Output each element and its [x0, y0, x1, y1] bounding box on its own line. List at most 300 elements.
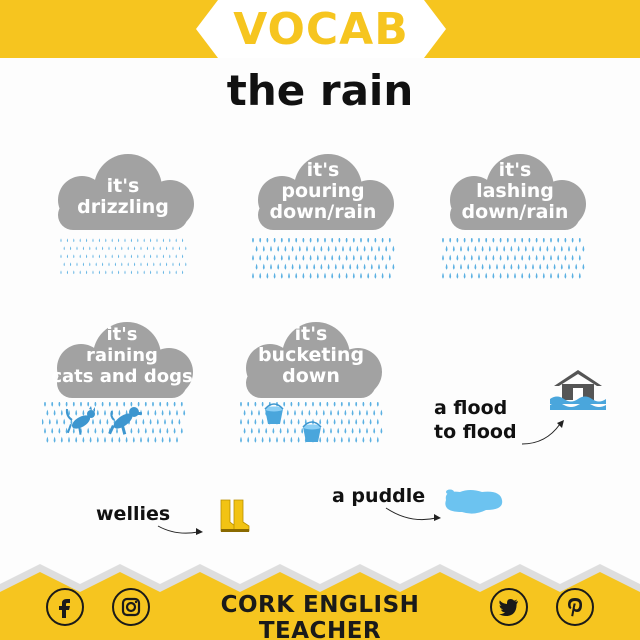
raindrop — [99, 270, 100, 274]
wellies-icon — [216, 498, 252, 534]
raindrop — [147, 410, 149, 416]
raindrop — [288, 273, 290, 279]
raindrop — [360, 238, 362, 243]
raindrop — [561, 246, 563, 252]
raindrop — [61, 410, 63, 416]
raindrop — [299, 246, 301, 252]
raindrop — [324, 238, 326, 243]
raindrop — [108, 246, 109, 250]
raindrop — [281, 238, 283, 243]
raindrop — [54, 410, 56, 416]
raindrop — [105, 270, 106, 274]
raindrop — [256, 264, 258, 270]
raindrop — [169, 437, 171, 443]
raindrop — [164, 419, 166, 425]
raindrop — [335, 246, 337, 252]
raindrop — [267, 255, 269, 261]
raindrop — [44, 402, 46, 407]
raindrop — [285, 264, 287, 270]
instagram-icon — [114, 590, 148, 624]
raindrop — [583, 246, 585, 252]
raindrop — [377, 437, 379, 443]
cloud-label-line2: lashing — [476, 180, 554, 202]
raindrop — [485, 238, 487, 243]
flood-verb: to flood — [434, 421, 517, 443]
raindrop — [140, 262, 141, 266]
raindrop — [385, 246, 387, 252]
facebook-icon — [48, 590, 82, 624]
raindrop — [348, 402, 350, 407]
raindrop — [83, 262, 84, 266]
raindrop — [259, 255, 261, 261]
raindrop — [156, 238, 157, 242]
raindrop — [366, 428, 368, 434]
raindrop — [557, 238, 559, 243]
raindrop — [393, 246, 395, 252]
raindrop — [167, 402, 169, 407]
raindrop — [313, 246, 315, 252]
raindrop — [457, 273, 459, 279]
raindrop — [511, 246, 513, 252]
raindrop — [482, 246, 484, 252]
raindrop — [42, 419, 44, 425]
raindrop — [179, 262, 180, 266]
raindrop — [166, 262, 167, 266]
raindrop — [453, 264, 455, 270]
raindrop — [51, 428, 53, 434]
raindrop — [131, 238, 132, 242]
raindrop — [579, 273, 581, 279]
raindrop — [140, 437, 142, 443]
raindrop — [321, 246, 323, 252]
puddle-label: a puddle — [332, 485, 426, 507]
raindrop — [359, 428, 361, 434]
raindrop — [310, 238, 312, 243]
raindrop — [80, 254, 81, 258]
raindrop — [102, 262, 103, 266]
raindrop — [353, 273, 355, 279]
raindrop — [575, 246, 577, 252]
raindrop — [568, 264, 570, 270]
raindrop — [118, 270, 119, 274]
raindrop — [70, 246, 71, 250]
raindrop — [521, 255, 523, 261]
raindrop — [352, 410, 354, 416]
raindrop — [155, 437, 157, 443]
raindrop — [267, 238, 269, 243]
flood-noun: a flood — [434, 397, 508, 419]
raindrop — [269, 437, 271, 443]
raindrop — [514, 255, 516, 261]
raindrop — [446, 246, 448, 252]
wellies-label: wellies — [96, 503, 171, 525]
raindrop — [99, 419, 101, 425]
raindrop — [514, 238, 516, 243]
raindrop — [500, 238, 502, 243]
raindrop — [301, 410, 303, 416]
raindrop — [360, 255, 362, 261]
raindrop — [464, 238, 466, 243]
raindrop — [59, 402, 61, 407]
raindrop — [176, 254, 177, 258]
raindrop — [337, 428, 339, 434]
raindrop — [507, 273, 509, 279]
raindrop — [102, 246, 103, 250]
raindrop — [303, 238, 305, 243]
raindrop — [119, 437, 121, 443]
raindrop — [99, 238, 100, 242]
raindrop — [185, 246, 186, 250]
raindrop — [291, 419, 293, 425]
raindrop — [124, 238, 125, 242]
raindrop — [60, 270, 61, 274]
raindrop — [489, 264, 491, 270]
raindrop — [174, 402, 176, 407]
raindrop — [47, 437, 49, 443]
raindrop — [281, 273, 283, 279]
raindrop — [295, 238, 297, 243]
bucket-icon — [262, 402, 286, 426]
raindrop — [373, 410, 375, 416]
raindrop — [144, 270, 145, 274]
raindrop — [381, 410, 383, 416]
raindrop — [568, 246, 570, 252]
raindrop — [341, 419, 343, 425]
raindrop — [251, 410, 253, 416]
raindrop — [169, 270, 170, 274]
raindrop — [303, 273, 305, 279]
raindrop — [64, 246, 65, 250]
raindrop — [377, 419, 379, 425]
raindrop — [367, 238, 369, 243]
raindrop — [529, 238, 531, 243]
raindrop — [313, 264, 315, 270]
raindrop — [529, 273, 531, 279]
raindrop — [507, 255, 509, 261]
raindrop — [49, 419, 51, 425]
raindrop — [60, 254, 61, 258]
cloud-raining — [44, 320, 200, 400]
raindrop — [73, 254, 74, 258]
raindrop — [68, 437, 70, 443]
raindrop — [485, 255, 487, 261]
raindrop — [259, 238, 261, 243]
raindrop — [385, 264, 387, 270]
raindrop — [287, 410, 289, 416]
raindrop — [128, 262, 129, 266]
raindrop — [565, 238, 567, 243]
raindrop — [489, 246, 491, 252]
raindrop — [96, 246, 97, 250]
raindrop — [153, 262, 154, 266]
raindrop — [306, 264, 308, 270]
raindrop — [449, 255, 451, 261]
raindrop — [144, 238, 145, 242]
raindrop — [111, 437, 113, 443]
cloud-pouring — [248, 152, 398, 232]
raindrop — [176, 437, 178, 443]
raindrop — [258, 410, 260, 416]
raindrop — [112, 238, 113, 242]
raindrop — [134, 262, 135, 266]
page-title: the rain — [226, 66, 414, 115]
banner-title: VOCAB — [233, 4, 409, 55]
raindrop — [371, 246, 373, 252]
raindrop — [80, 238, 81, 242]
raindrop — [355, 402, 357, 407]
raindrop — [267, 273, 269, 279]
raindrop — [309, 410, 311, 416]
raindrop — [258, 428, 260, 434]
raindrop — [150, 238, 151, 242]
raindrop — [503, 264, 505, 270]
raindrop — [330, 428, 332, 434]
raindrop — [172, 262, 173, 266]
raindrop — [92, 254, 93, 258]
raindrop — [321, 264, 323, 270]
raindrop — [363, 402, 365, 407]
raindrop — [511, 264, 513, 270]
raindrop — [128, 246, 129, 250]
raindrop — [348, 437, 350, 443]
raindrop — [145, 402, 147, 407]
raindrop — [467, 246, 469, 252]
raindrop — [181, 402, 183, 407]
twitter-link[interactable] — [490, 588, 528, 626]
raindrop — [162, 410, 164, 416]
raindrop — [244, 410, 246, 416]
cloud-label-line2: bucketing — [257, 344, 365, 366]
dog-icon — [106, 404, 142, 436]
raindrop — [572, 255, 574, 261]
raindrop — [89, 246, 90, 250]
raindrop — [131, 270, 132, 274]
raindrop — [169, 410, 171, 416]
raindrop — [310, 273, 312, 279]
raindrop — [153, 246, 154, 250]
raindrop — [306, 246, 308, 252]
raindrop — [166, 246, 167, 250]
raindrop — [64, 262, 65, 266]
raindrop — [327, 437, 329, 443]
raindrop — [102, 428, 104, 434]
raindrop — [288, 238, 290, 243]
raindrop — [346, 255, 348, 261]
raindrop — [460, 264, 462, 270]
raindrop — [283, 437, 285, 443]
raindrop — [442, 273, 444, 279]
raindrop — [382, 238, 384, 243]
raindrop — [370, 402, 372, 407]
raindrop — [373, 428, 375, 434]
arrow-icon — [156, 522, 204, 538]
flooded-house-icon — [550, 368, 606, 410]
raindrop — [335, 264, 337, 270]
raindrop — [156, 254, 157, 258]
raindrop — [339, 238, 341, 243]
raindrop — [355, 437, 357, 443]
raindrop — [99, 254, 100, 258]
raindrop — [274, 238, 276, 243]
raindrop — [174, 428, 176, 434]
raindrop — [572, 273, 574, 279]
raindrop — [171, 419, 173, 425]
raindrop — [348, 419, 350, 425]
raindrop — [442, 238, 444, 243]
raindrop — [370, 419, 372, 425]
raindrop — [317, 238, 319, 243]
raindrop — [327, 419, 329, 425]
raindrop — [176, 270, 177, 274]
raindrop — [360, 273, 362, 279]
raindrop — [124, 270, 125, 274]
raindrop — [464, 255, 466, 261]
raindrop — [92, 238, 93, 242]
raindrop — [500, 273, 502, 279]
raindrop — [295, 273, 297, 279]
raindrop — [550, 238, 552, 243]
raindrop — [539, 264, 541, 270]
raindrop — [331, 238, 333, 243]
raindrop — [319, 402, 321, 407]
raindrop — [263, 264, 265, 270]
raindrop — [137, 238, 138, 242]
raindrop — [288, 255, 290, 261]
raindrop — [155, 410, 157, 416]
raindrop — [378, 264, 380, 270]
raindrop — [167, 428, 169, 434]
raindrop — [529, 255, 531, 261]
raindrop — [457, 238, 459, 243]
raindrop — [61, 437, 63, 443]
raindrop — [331, 273, 333, 279]
raindrop — [96, 262, 97, 266]
raindrop — [575, 264, 577, 270]
raindrop — [54, 437, 56, 443]
rain-drizzle-icon — [58, 238, 188, 278]
raindrop — [67, 238, 68, 242]
raindrop — [287, 428, 289, 434]
raindrop — [105, 238, 106, 242]
raindrop — [496, 246, 498, 252]
raindrop — [255, 437, 257, 443]
raindrop — [143, 419, 145, 425]
raindrop — [137, 254, 138, 258]
raindrop — [274, 273, 276, 279]
raindrop — [557, 273, 559, 279]
raindrop — [364, 264, 366, 270]
raindrop — [156, 270, 157, 274]
raindrop — [244, 428, 246, 434]
raindrop — [550, 273, 552, 279]
raindrop — [299, 264, 301, 270]
raindrop — [349, 264, 351, 270]
raindrop — [471, 238, 473, 243]
raindrop — [341, 402, 343, 407]
raindrop — [317, 273, 319, 279]
raindrop — [274, 255, 276, 261]
cat-icon — [64, 406, 98, 436]
raindrop — [115, 262, 116, 266]
raindrop — [381, 428, 383, 434]
raindrop — [382, 273, 384, 279]
raindrop — [471, 255, 473, 261]
raindrop — [126, 437, 128, 443]
pinterest-link[interactable] — [556, 588, 594, 626]
raindrop — [547, 246, 549, 252]
raindrop — [76, 262, 77, 266]
raindrop — [112, 270, 113, 274]
raindrop — [163, 254, 164, 258]
raindrop — [346, 238, 348, 243]
raindrop — [579, 238, 581, 243]
cloud-label-line3: down/rain — [461, 201, 569, 223]
raindrop — [453, 246, 455, 252]
raindrop — [89, 262, 90, 266]
raindrop — [346, 273, 348, 279]
raindrop — [277, 246, 279, 252]
raindrop — [182, 270, 183, 274]
raindrop — [160, 246, 161, 250]
raindrop — [137, 270, 138, 274]
raindrop — [294, 428, 296, 434]
raindrop — [367, 273, 369, 279]
raindrop — [262, 437, 264, 443]
raindrop — [182, 238, 183, 242]
raindrop — [251, 428, 253, 434]
raindrop — [525, 264, 527, 270]
cloud-label-line2: drizzling — [77, 196, 169, 218]
raindrop — [97, 437, 99, 443]
raindrop — [366, 410, 368, 416]
cloud-label-line3: down/rain — [269, 201, 377, 223]
raindrop — [334, 419, 336, 425]
raindrop — [104, 437, 106, 443]
facebook-link[interactable] — [46, 588, 84, 626]
twitter-icon — [492, 590, 526, 624]
raindrop — [521, 273, 523, 279]
raindrop — [131, 254, 132, 258]
raindrop — [554, 246, 556, 252]
cloud-bucketing — [236, 320, 386, 400]
instagram-link[interactable] — [112, 588, 150, 626]
raindrop — [389, 255, 391, 261]
brand-name: CORK ENGLISH TEACHER — [220, 592, 420, 640]
cloud-label-line2: raining — [86, 345, 158, 366]
raindrop — [493, 238, 495, 243]
raindrop — [375, 238, 377, 243]
raindrop — [327, 402, 329, 407]
raindrop — [357, 264, 359, 270]
raindrop — [475, 264, 477, 270]
raindrop — [493, 255, 495, 261]
raindrop — [370, 437, 372, 443]
raindrop — [382, 255, 384, 261]
raindrop — [86, 270, 87, 274]
raindrop — [331, 255, 333, 261]
raindrop — [565, 273, 567, 279]
raindrop — [256, 246, 258, 252]
raindrop — [259, 273, 261, 279]
raindrop — [159, 428, 161, 434]
raindrop — [353, 255, 355, 261]
raindrop — [352, 428, 354, 434]
raindrop — [56, 419, 58, 425]
raindrop — [70, 262, 71, 266]
raindrop — [316, 410, 318, 416]
raindrop — [152, 402, 154, 407]
raindrop — [550, 255, 552, 261]
